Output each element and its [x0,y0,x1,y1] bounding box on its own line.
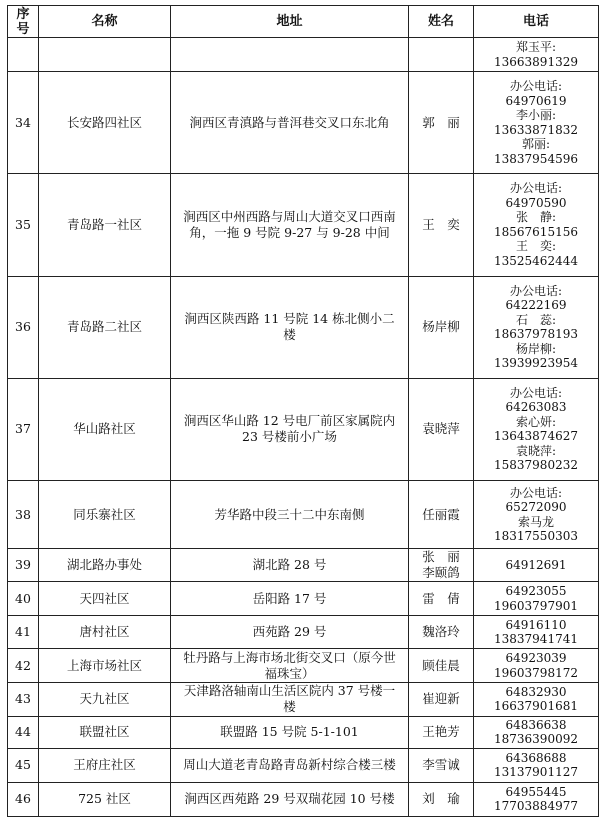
cell-person [409,38,474,72]
table-row [8,549,599,582]
cell-person: 顾佳晨 [409,649,474,682]
cell-address: 涧西区中州西路与周山大道交叉口西南角，一拖 9 号院 9-27 与 9-28 中间 [171,174,409,276]
table-header-row [8,6,599,38]
cell-phone: 64916110 13837941741 [474,616,599,649]
table-row [8,72,599,174]
cell-address: 涧西区华山路 12 号电厂前区家属院内 23 号楼前小广场 [171,378,409,480]
cell-phone: 64912691 [474,549,599,582]
table-row [8,682,599,716]
cell-seq: 38 [8,481,39,549]
table-row [8,649,599,682]
cell-org-name: 唐村社区 [39,616,171,649]
cell-seq: 46 [8,782,39,816]
cell-org-name: 王府庄社区 [39,748,171,782]
cell-person: 王 奕 [409,174,474,276]
cell-person: 郭 丽 [409,72,474,174]
cell-seq: 45 [8,748,39,782]
cell-org-name: 天九社区 [39,682,171,716]
cell-seq: 41 [8,616,39,649]
cell-phone: 办公电话: 65272090 索马龙 18317550303 [474,481,599,549]
table-row [8,38,599,72]
cell-phone: 64368688 13137901127 [474,748,599,782]
cell-org-name: 湖北路办事处 [39,549,171,582]
table-row [8,582,599,616]
cell-phone: 办公电话: 64263083 索心妍: 13643874627 袁晓萍: 15837980232 [474,378,599,480]
cell-phone: 64955445 17703884977 [474,782,599,816]
cell-phone: 办公电话: 64970590 张 静: 18567615156 王 奕: 13525462444 [474,174,599,276]
table-row [8,378,599,480]
cell-phone: 郑玉平: 13663891329 [474,38,599,72]
cell-seq: 35 [8,174,39,276]
table-row [8,481,599,549]
cell-org-name: 天四社区 [39,582,171,616]
cell-address: 岳阳路 17 号 [171,582,409,616]
cell-person: 杨岸柳 [409,276,474,378]
cell-seq: 40 [8,582,39,616]
table-row [8,174,599,276]
cell-address [171,38,409,72]
table-row [8,276,599,378]
cell-seq: 39 [8,549,39,582]
cell-seq: 34 [8,72,39,174]
cell-org-name: 上海市场社区 [39,649,171,682]
cell-person: 李雪诚 [409,748,474,782]
cell-seq: 37 [8,378,39,480]
cell-address: 涧西区青滇路与普洱巷交叉口东北角 [171,72,409,174]
cell-seq: 43 [8,682,39,716]
cell-address: 涧西区西苑路 29 号双瑞花园 10 号楼 [171,782,409,816]
header-phone: 电话 [474,6,599,38]
cell-org-name: 青岛路二社区 [39,276,171,378]
contact-table [7,5,599,817]
cell-seq: 44 [8,716,39,748]
cell-address: 周山大道老青岛路青岛新村综合楼三楼 [171,748,409,782]
cell-person: 魏洛玲 [409,616,474,649]
cell-person: 任丽霞 [409,481,474,549]
cell-address: 涧西区陕西路 11 号院 14 栋北侧小二楼 [171,276,409,378]
cell-address: 西苑路 29 号 [171,616,409,649]
cell-person: 刘 瑜 [409,782,474,816]
cell-org-name: 华山路社区 [39,378,171,480]
table-row [8,716,599,748]
cell-phone: 64836638 18736390092 [474,716,599,748]
cell-phone: 办公电话: 64222169 石 蕊: 18637978193 杨岸柳: 13939923954 [474,276,599,378]
cell-org-name: 青岛路一社区 [39,174,171,276]
cell-person: 袁晓萍 [409,378,474,480]
header-org: 名称 [39,6,171,38]
cell-seq: 42 [8,649,39,682]
cell-person: 雷 倩 [409,582,474,616]
cell-address: 湖北路 28 号 [171,549,409,582]
cell-phone: 64832930 16637901681 [474,682,599,716]
table-row [8,748,599,782]
cell-seq: 36 [8,276,39,378]
cell-address: 天津路洛轴南山生活区院内 37 号楼一楼 [171,682,409,716]
cell-org-name: 长安路四社区 [39,72,171,174]
cell-seq [8,38,39,72]
cell-org-name: 同乐寨社区 [39,481,171,549]
cell-org-name: 联盟社区 [39,716,171,748]
cell-phone: 64923039 19603798172 [474,649,599,682]
header-seq: 序号 [8,6,39,38]
cell-address: 联盟路 15 号院 5-1-101 [171,716,409,748]
cell-person: 崔迎新 [409,682,474,716]
cell-person: 王艳芳 [409,716,474,748]
cell-person: 张 丽 李颐鸽 [409,549,474,582]
cell-phone: 办公电话: 64970619 李小丽: 13633871832 郭丽: 13837954596 [474,72,599,174]
table-row [8,782,599,816]
header-address: 地址 [171,6,409,38]
header-person: 姓名 [409,6,474,38]
cell-org-name: 725 社区 [39,782,171,816]
cell-address: 牡丹路与上海市场北街交叉口（原今世福珠宝） [171,649,409,682]
cell-org-name [39,38,171,72]
cell-address: 芳华路中段三十二中东南侧 [171,481,409,549]
cell-phone: 64923055 19603797901 [474,582,599,616]
table-row [8,616,599,649]
